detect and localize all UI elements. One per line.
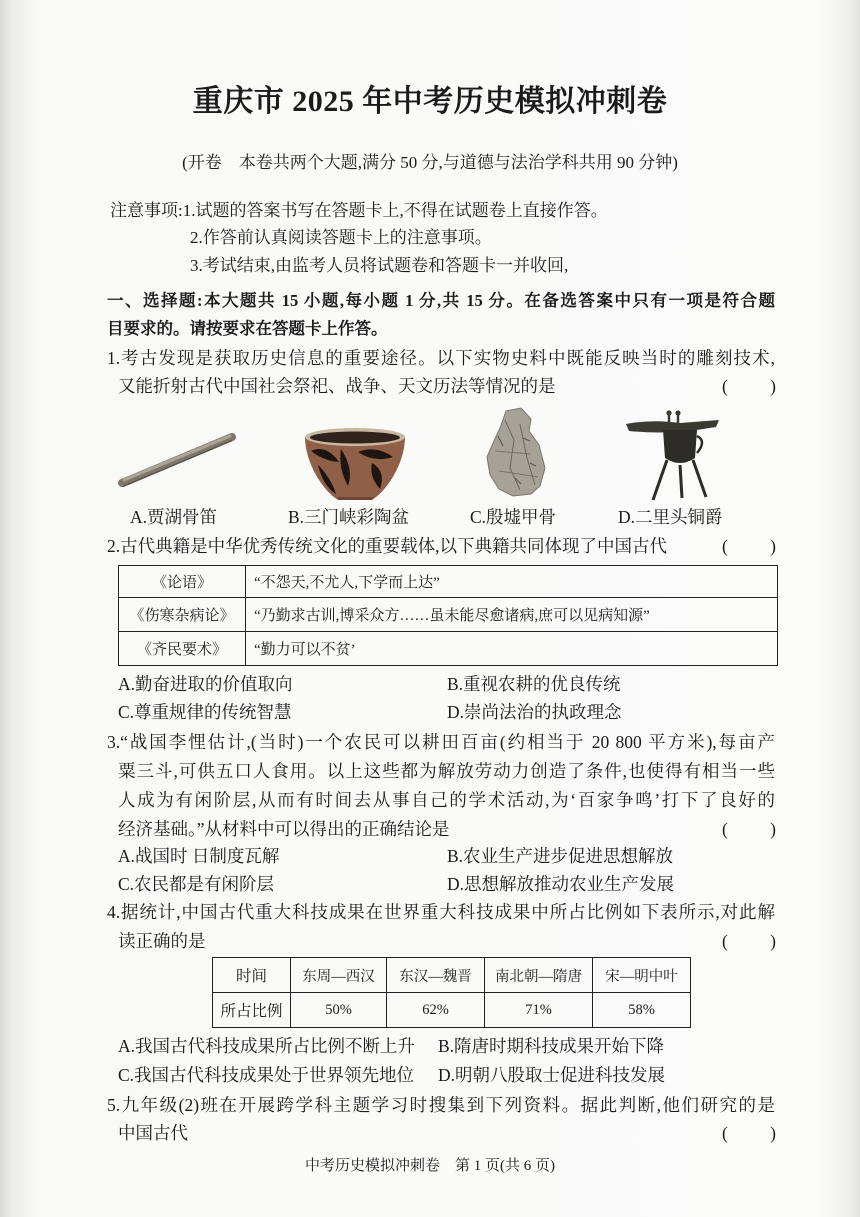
book-quote: “勤力可以不贫’ [246,632,778,666]
exam-subtitle: (开卷 本卷共两个大题,满分 50 分,与道德与法治学科共用 90 分钟) [182,153,678,172]
option-c: C.我国古代科技成果处于世界领先地位 [118,1065,415,1085]
option-c: C.尊重规律的传统智慧 [118,702,292,722]
oracle-bone-illustration [487,408,545,496]
book-quote: “乃勤求古训,博采众方……虽未能尽愈诸病,庶可以见病知源” [246,598,778,632]
question-5-stem: 5.九年级(2)班在开展跨学科主题学习时搜集到下列资料。据此判断,他们研究的是 [107,1095,775,1115]
page-footer: 中考历史模拟冲刺卷 第 1 页(共 6 页) [305,1158,555,1174]
table-header-cell: 宋—明中叶 [593,958,691,993]
answer-blank: ( ) [722,931,776,951]
book-title: 《齐民要术》 [119,632,246,666]
table-cell: 58% [593,993,691,1028]
artifact-caption-c: C.殷墟甲骨 [470,507,557,527]
answer-blank: ( ) [722,1123,776,1143]
table-row-label: 所占比例 [213,993,291,1028]
section-heading: 一、选择题:本大题共 15 小题,每小题 1 分,共 15 分。在备选答案中只有一项是符合题 [107,291,775,310]
notice-line-1 [110,197,710,225]
table-header-cell: 东周—西汉 [291,958,387,993]
option-b: B.农业生产进步促进思想解放 [447,846,674,866]
artifact-caption-b: B.三门峡彩陶盆 [288,507,410,527]
table-row [119,566,778,598]
exam-title: 重庆市 2025 年中考历史模拟冲刺卷 [192,85,668,118]
question-4-stem: 4.据统计,中国古代重大科技成果在世界重大科技成果中所占比例如下表所示,对此解 [107,902,775,922]
option-a: A.我国古代科技成果所占比例不断上升 [118,1036,416,1056]
option-b: B.隋唐时期科技成果开始下降 [438,1036,665,1056]
option-c: C.农民都是有闲阶层 [118,874,275,894]
artifact-caption-a: A.贾湖骨笛 [130,507,218,527]
question-1-stem: 1.考古发现是获取历史信息的重要途径。以下实物史料中既能反映当时的雕刻技术, [107,348,775,368]
question-3-stem: 经济基础。”从材料中可以得出的正确结论是 [118,819,450,839]
option-a: A.勤奋进取的价值取向 [118,674,293,694]
table-header-row [213,958,691,993]
answer-blank: ( ) [722,376,776,396]
painted-pottery-basin-illustration [305,428,405,500]
table-cell: 71% [485,993,593,1028]
table-row [119,632,778,666]
table-row [213,993,691,1028]
classics-table [118,565,778,666]
notice-item: 1.试题的答案书写在答题卡上,不得在试题卷上直接作答。 [182,201,608,220]
question-3-stem: 人成为有闲阶层,从而有时间去从事自己的学术活动,为‘百家争鸣’打下了良好的 [118,790,775,810]
question-3-stem: 3.“战国李悝估计,(当时)一个农民可以耕田百亩(约相当于 20 800 平方米),每亩产 [107,732,775,752]
option-d: D.崇尚法治的执政理念 [447,702,622,722]
table-cell: 62% [387,993,485,1028]
question-4-stem: 读正确的是 [118,931,206,951]
bone-flute-illustration [122,436,232,487]
answer-blank: ( ) [722,819,776,839]
option-d: D.明朝八股取士促进科技发展 [438,1065,666,1085]
bronze-jue-illustration [626,410,719,500]
notice-label: 注意事项: [110,201,183,220]
question-2-stem: 2.古代典籍是中华优秀传统文化的重要载体,以下典籍共同体现了中国古代 [107,536,667,556]
tech-ratio-table [212,957,691,1028]
notice-item: 2.作答前认真阅读答题卡上的注意事项。 [190,228,492,247]
table-cell: 50% [291,993,387,1028]
book-title: 《论语》 [119,566,246,598]
answer-blank: ( ) [722,536,776,556]
question-3-stem: 粟三斗,可供五口人食用。以上这些都为解放劳动力创造了条件,也使得有相当一些 [118,761,775,781]
book-quote: “不怨天,不尤人,下学而上达” [246,566,778,598]
option-d: D.思想解放推动农业生产发展 [447,874,675,894]
table-header-cell: 时间 [213,958,291,993]
option-a: A.战国时 日制度瓦解 [118,846,280,866]
table-header-cell: 南北朝—隋唐 [485,958,593,993]
section-heading: 目要求的。请按要求在答题卡上作答。 [107,319,388,338]
table-header-cell: 东汉—魏晋 [387,958,485,993]
question-1-stem: 又能折射古代中国社会祭祀、战争、天文历法等情况的是 [118,376,556,396]
option-b: B.重视农耕的优良传统 [447,674,621,694]
artifact-images [100,400,760,512]
artifact-caption-d: D.二里头铜爵 [618,507,723,527]
table-row [119,598,778,632]
question-5-stem: 中国古代 [118,1123,188,1143]
book-title: 《伤寒杂病论》 [119,598,246,632]
notice-item: 3.考试结束,由监考人员将试题卷和答题卡一并收回, [190,256,569,275]
